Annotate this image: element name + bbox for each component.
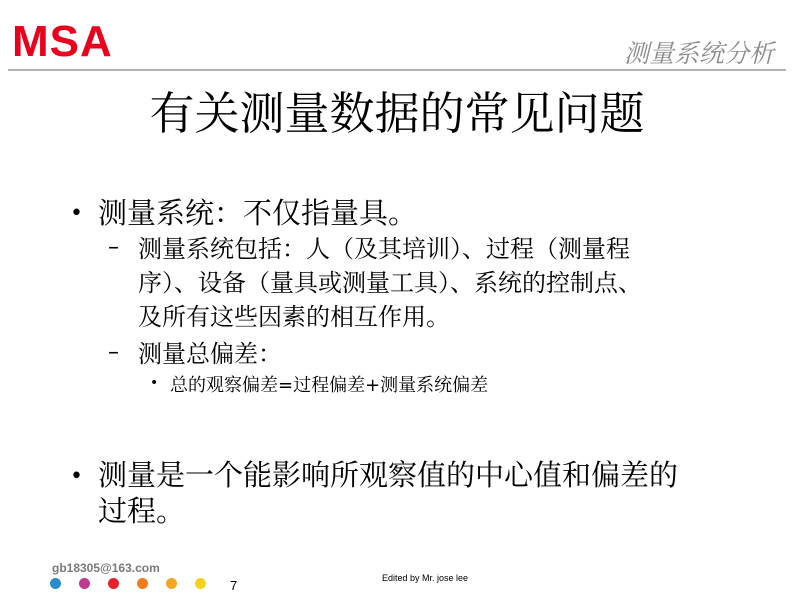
msa-logo: MSA — [12, 17, 113, 66]
dot-icon — [79, 578, 90, 589]
bullet-2-line-1: 测量是一个能影响所观察值的中心值和偏差的 — [98, 458, 679, 492]
dash-marker: – — [108, 235, 119, 260]
small-bullet-marker: • — [150, 375, 159, 391]
sub-bullet-2: 测量总偏差： — [138, 340, 282, 368]
bullet-2-line-2: 过程。 — [98, 494, 186, 528]
sub-bullet-1-line-1: 测量系统包括：人（及其培训）、过程（测量程 — [138, 235, 630, 263]
sub-bullet-1-line-3: 及所有这些因素的相互作用。 — [138, 303, 450, 331]
editor-credit: Edited by Mr. jose lee — [382, 573, 469, 583]
dot-icon — [50, 578, 61, 589]
dot-icon — [195, 578, 206, 589]
slide-title: 有关测量数据的常见问题 — [149, 87, 645, 140]
sub-bullet-1-line-2: 序）、设备（量具或测量工具）、系统的控制点、 — [138, 269, 642, 297]
subject-title: 测量系统分析 — [623, 39, 774, 68]
dash-marker: – — [108, 340, 119, 365]
sub-sub-bullet: 总的观察偏差=过程偏差+测量系统偏差 — [170, 375, 489, 396]
bullet-1: 测量系统：不仅指量具。 — [98, 196, 418, 230]
bullet-marker: • — [70, 464, 83, 489]
footer-email: gb18305@163.com — [52, 561, 160, 575]
dot-icon — [108, 578, 119, 589]
bullet-marker: • — [70, 201, 83, 226]
page-number: 7 — [230, 578, 238, 593]
dot-icon — [137, 578, 148, 589]
dot-icon — [166, 578, 177, 589]
